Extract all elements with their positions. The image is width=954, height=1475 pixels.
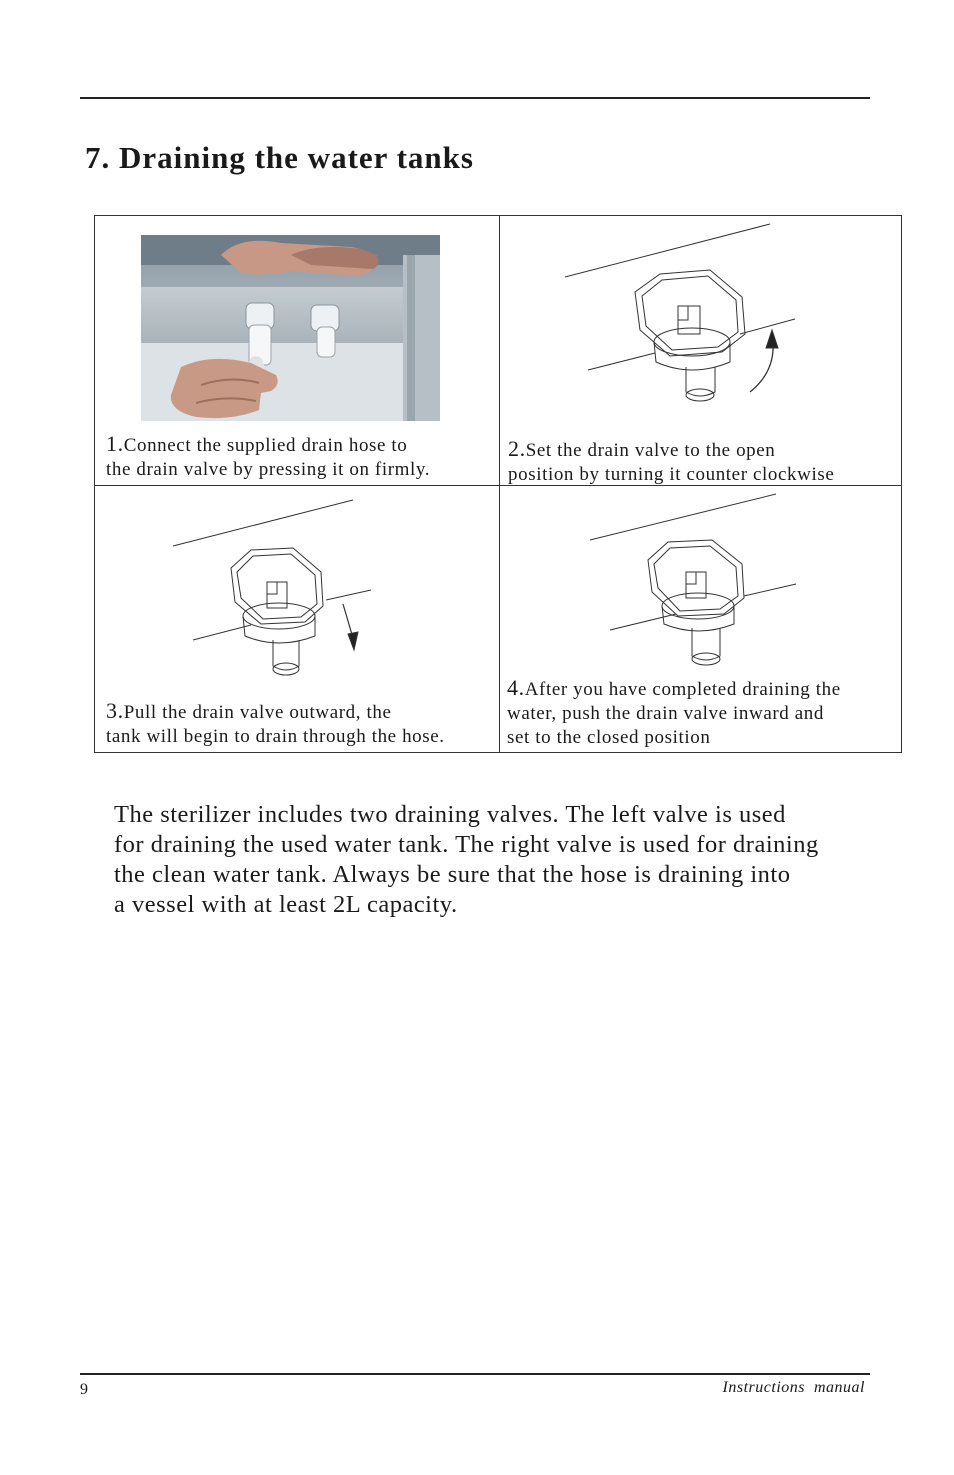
step-4-line-2: water, push the drain valve inward and	[507, 703, 824, 724]
valve-open-diagram	[560, 222, 810, 422]
valve-pull-diagram	[171, 498, 381, 688]
drain-hose-photo	[141, 235, 440, 421]
step-2-line-1: Set the drain valve to the open	[525, 440, 776, 461]
body-line-3: the clean water tank. Always be sure that the hose is draining into	[114, 861, 791, 888]
step-4-line-3: set to the closed position	[507, 727, 711, 748]
step-3-caption	[106, 699, 445, 749]
step-4-line-1: After you have completed draining the	[524, 679, 841, 700]
step-3-line-2: tank will begin to drain through the hose.	[106, 726, 445, 747]
footer-rule	[80, 1373, 870, 1375]
steps-grid	[94, 215, 902, 753]
step-1-caption	[106, 432, 430, 482]
step-3-line-1: Pull the drain valve outward, the	[123, 702, 392, 723]
step-1-number: 1.	[106, 431, 124, 456]
step-4-number: 4.	[507, 675, 525, 700]
step-1-cell	[95, 216, 499, 485]
step-2-number: 2.	[508, 436, 526, 461]
step-3-number: 3.	[106, 698, 124, 723]
step-1-line-2: the drain valve by pressing it on firmly.	[106, 459, 431, 480]
step-4-caption	[507, 676, 841, 750]
body-line-2: for draining the used water tank. The right valve is used for draining	[114, 831, 819, 858]
body-line-1: The sterilizer includes two draining valves. The left valve is used	[114, 801, 786, 828]
page-number: 9	[80, 1381, 88, 1398]
valve-closed-diagram	[586, 492, 806, 682]
section-title: 7. Draining the water tanks	[85, 140, 474, 175]
footer-manual-title: Instructions manual	[722, 1379, 865, 1396]
body-paragraph	[114, 800, 819, 920]
step-3-cell	[95, 486, 499, 753]
body-line-4: a vessel with at least 2L capacity.	[114, 891, 458, 918]
step-2-cell	[500, 216, 902, 485]
header-rule	[80, 97, 870, 99]
step-2-caption	[508, 437, 834, 487]
step-2-line-2: position by turning it counter clockwise	[508, 464, 835, 485]
step-4-cell	[500, 486, 902, 753]
step-1-line-1: Connect the supplied drain hose to	[123, 435, 408, 456]
